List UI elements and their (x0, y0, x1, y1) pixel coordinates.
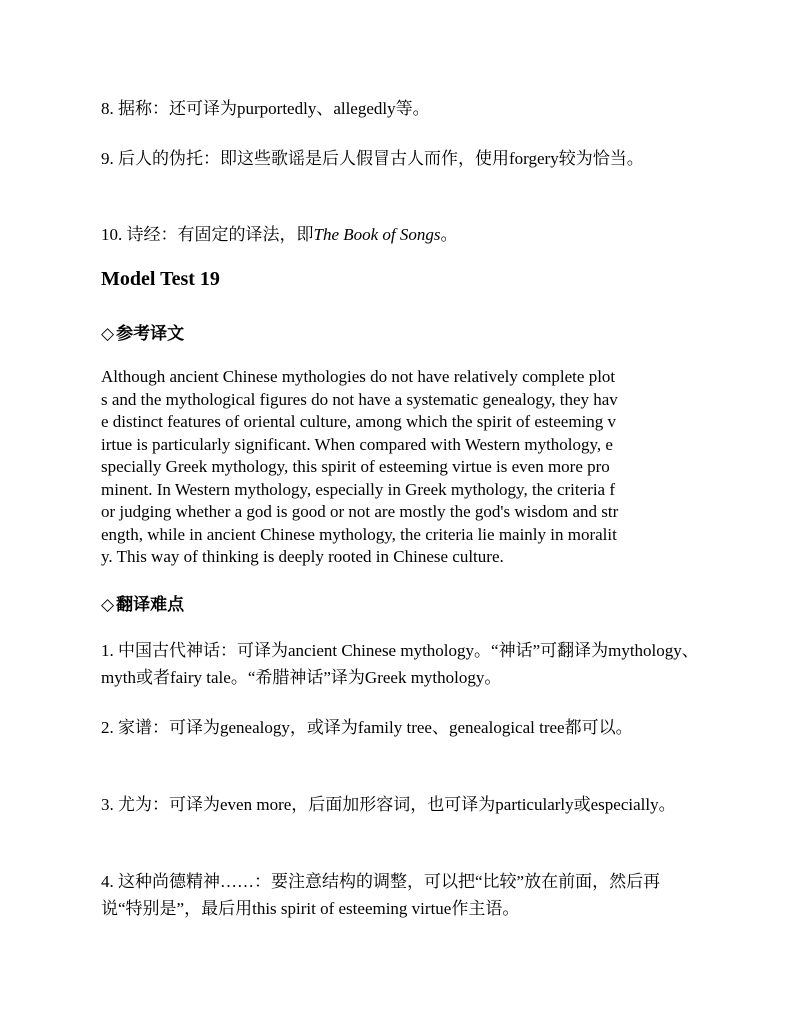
translation-paragraph (101, 366, 701, 569)
diamond-icon: ◇ (101, 595, 115, 614)
note-10 (101, 221, 701, 248)
difficulty-note-1 (101, 637, 701, 691)
note-text: 2. 家谱：可译为genealogy，或译为family tree、genealogical tree都可以。 (101, 718, 633, 737)
note-text: 1. 中国古代神话：可译为ancient Chinese mythology。“神话”可翻译为mythology、myth或者fairy tale。“希腊神话”译为Greek mythology。 (101, 641, 699, 687)
book-title: The Book of Songs (313, 225, 441, 244)
section-title: Model Test 19 (101, 268, 220, 290)
translation-difficulties-heading (101, 590, 184, 615)
note-9 (101, 145, 701, 172)
note-text: 4. 这种尚德精神……：要注意结构的调整，可以把“比较”放在前面，然后再说“特别是”，最后用this spirit of esteeming virtue作主语。 (101, 872, 661, 918)
paragraph-line: specially Greek mythology, this spirit of esteeming virtue is even more pro (101, 457, 610, 476)
paragraph-line: e distinct features of oriental culture, among which the spirit of esteeming v (101, 412, 617, 431)
note-text: 。 (440, 225, 458, 244)
heading-label: 翻译难点 (116, 595, 185, 614)
paragraph-line: Although ancient Chinese mythologies do not have relatively complete plot (101, 367, 616, 386)
paragraph-line: s and the mythological figures do not have a systematic genealogy, they hav (101, 389, 618, 409)
heading-label: 参考译文 (116, 324, 185, 343)
paragraph-line: ength, while in ancient Chinese mythology, the criteria lie mainly in moralit (101, 524, 617, 544)
paragraph-line: y. This way of thinking is deeply rooted in Chinese culture. (101, 547, 504, 566)
note-8 (101, 95, 701, 122)
difficulty-note-2 (101, 714, 701, 741)
note-text: 10. 诗经：有固定的译法，即 (101, 225, 314, 244)
diamond-icon: ◇ (101, 324, 115, 343)
paragraph-line: irtue is particularly significant. When compared with Western mythology, e (101, 434, 613, 454)
note-text: 3. 尤为：可译为even more，后面加形容词，也可译为particularly或especially。 (101, 795, 676, 814)
paragraph-line: minent. In Western mythology, especially in Greek mythology, the criteria f (101, 479, 616, 499)
note-text: 8. 据称：还可译为purportedly、allegedly等。 (101, 99, 430, 118)
difficulty-note-3 (101, 791, 701, 818)
note-text: 9. 后人的伪托：即这些歌谣是后人假冒古人而作，使用forgery较为恰当。 (101, 149, 644, 168)
paragraph-line: or judging whether a god is good or not are mostly the god's wisdom and str (101, 502, 619, 521)
reference-translation-heading (101, 319, 184, 344)
difficulty-note-4 (101, 868, 701, 922)
